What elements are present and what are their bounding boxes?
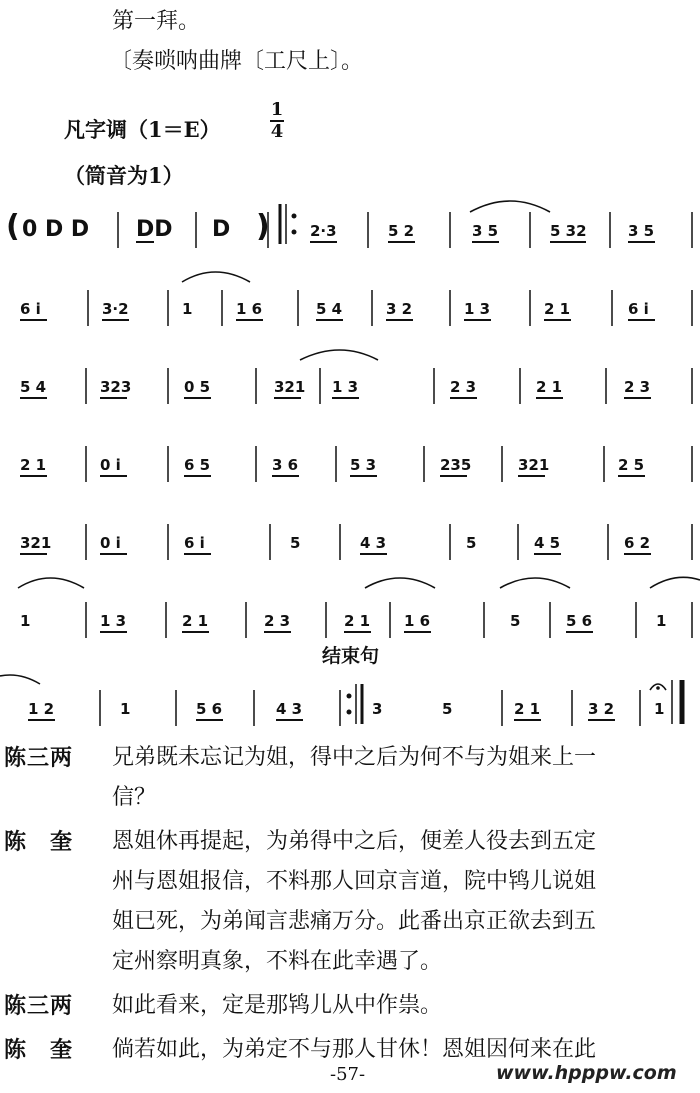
score-note: 3 6 [272, 456, 299, 474]
score-note: 2 3 [624, 378, 651, 396]
score-note: 0 5 [184, 378, 211, 396]
score-note: 5 4 [20, 378, 47, 396]
speaker-name: 陈 奎 [4, 1037, 74, 1063]
intro-close-paren: ) [256, 209, 270, 244]
score-note: 0 D D [22, 217, 90, 242]
intro-open-paren: ( [6, 209, 20, 244]
score-note: 5 6 [196, 700, 223, 718]
slur-row2 [182, 272, 250, 282]
score-note: 1 [656, 612, 667, 630]
score-note: 1 [182, 300, 193, 318]
score-note: 1 2 [28, 700, 55, 718]
score-note: 1 6 [236, 300, 263, 318]
score-note: 1 3 [464, 300, 491, 318]
speech-line: 州与恩姐报信，不料那人回京言道，院中鸨儿说姐 [112, 869, 597, 894]
repeat-end-dot-upper [347, 694, 352, 699]
speech-text [112, 738, 698, 818]
stage-direction-suona: 〔奏唢呐曲牌〔工尺上〕。 [110, 49, 364, 74]
score-note: 321 [20, 534, 52, 552]
speech-line: 兄弟既未忘记为姐，得中之后为何不与为姐来上一 [112, 745, 597, 770]
score-note: 4 3 [360, 534, 387, 552]
speech-line: 恩姐休再提起，为弟得中之后，便差人役去到五定 [112, 829, 597, 854]
time-signature-denominator: 4 [270, 121, 284, 142]
repeat-dot-upper [292, 214, 297, 219]
score-note: 2 1 [182, 612, 209, 630]
score-note: 3 5 [628, 222, 655, 240]
slur-row6-c [500, 578, 570, 588]
slur-row7 [0, 675, 40, 684]
score-note: 1 [20, 612, 31, 630]
score-note: 4 5 [534, 534, 561, 552]
score-note: 6 i [628, 300, 649, 318]
stage-direction-first-bow: 第一拜。 [112, 9, 201, 34]
speaker-name: 陈三两 [4, 993, 74, 1019]
fermata-dot [656, 686, 660, 690]
score-note: 6 i [184, 534, 205, 552]
score-note: 0 i [100, 456, 121, 474]
score-note: 6 5 [184, 456, 211, 474]
score-note: 1 6 [404, 612, 431, 630]
speech-line: 定州察明真象，不料在此幸遇了。 [112, 949, 443, 974]
score-note: 2 1 [544, 300, 571, 318]
score-note: 2 1 [514, 700, 541, 718]
score-note: 5 [510, 612, 521, 630]
slur-row6-a [18, 578, 84, 588]
score-note: 2 5 [618, 456, 645, 474]
score-note: 5 3 [350, 456, 377, 474]
score-note: 5 [442, 700, 453, 718]
score-note: 1 [120, 700, 131, 718]
score-note: 3 5 [472, 222, 499, 240]
ending-phrase-label: 结束句 [322, 645, 380, 667]
score-note: 6 2 [624, 534, 651, 552]
page-number: -57- [330, 1064, 366, 1085]
speech-line: 如此看来，定是那鸨儿从中作祟。 [112, 993, 443, 1018]
speech-line: 信？ [112, 785, 157, 810]
score-note: DD [136, 217, 173, 242]
score-note: 5 6 [566, 612, 593, 630]
repeat-end-dot-lower [347, 710, 352, 715]
repeat-dot-lower [292, 230, 297, 235]
slur-row3 [300, 350, 378, 360]
score-note: 235 [440, 456, 472, 474]
score-note: 1 [654, 700, 665, 718]
score-note: 3 [372, 700, 383, 718]
speech-text [112, 822, 698, 982]
time-signature-numerator: 1 [270, 99, 284, 120]
score-note: 1 3 [100, 612, 127, 630]
score-note: 5 [466, 534, 477, 552]
slur-row1 [470, 201, 550, 212]
speaker-name: 陈三两 [4, 745, 74, 771]
speech-line: 姐已死，为弟闻言悲痛万分。此番出京正欲去到五 [112, 909, 597, 934]
score-note: 321 [518, 456, 550, 474]
score-note: 5 4 [316, 300, 343, 318]
speaker-name: 陈 奎 [4, 829, 74, 855]
slur-row6-d [650, 577, 700, 588]
score-note: 5 [290, 534, 301, 552]
score-note: 5 32 [550, 222, 587, 240]
score-note: 2 1 [20, 456, 47, 474]
score-note: 0 i [100, 534, 121, 552]
score-note: 3 2 [386, 300, 413, 318]
score-note: 321 [274, 378, 306, 396]
score-note: 2 1 [536, 378, 563, 396]
score-note: 6 i [20, 300, 41, 318]
score-note: 3 2 [588, 700, 615, 718]
score-note: 2·3 [310, 222, 337, 240]
speech-text [112, 986, 698, 1026]
score-note: 4 3 [276, 700, 303, 718]
key-signature: 凡字调（1＝E） [64, 117, 221, 142]
score-note: D [212, 217, 231, 242]
score-note: 5 2 [388, 222, 415, 240]
score-note: 2 3 [264, 612, 291, 630]
tube-note: （筒音为1） [64, 163, 184, 188]
watermark: www.hpppw.com [496, 1062, 677, 1084]
score-note: 3·2 [102, 300, 129, 318]
score-note: 2 1 [344, 612, 371, 630]
score-note: 2 3 [450, 378, 477, 396]
score-note: 1 3 [332, 378, 359, 396]
slur-row6-b [365, 578, 435, 588]
speech-line: 倘若如此，为弟定不与那人甘休！恩姐因何来在此 [112, 1037, 597, 1062]
score-note: 323 [100, 378, 132, 396]
